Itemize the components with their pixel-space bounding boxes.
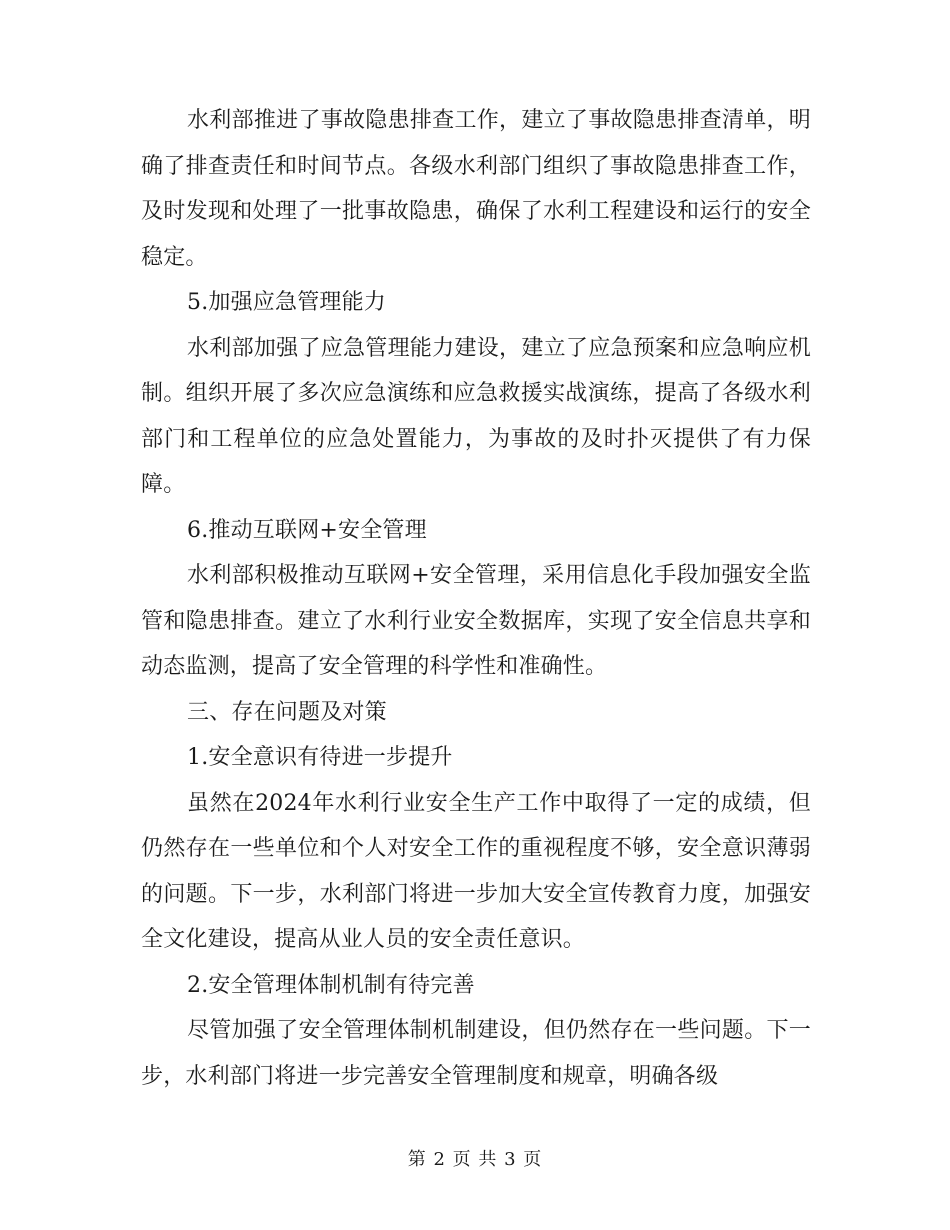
- section-heading-internet-safety: 6.推动互联网+安全管理: [187, 517, 427, 543]
- paragraph-safety-awareness: 虽然在2024年水利行业安全生产工作中取得了一定的成绩，但仍然存在一些单位和个人对安全工作的重视程度不够，安全意识薄弱的问题。下一步，水利部门将进一步加大安全宣传教育力度，加强安全文化建设，提高从业人员的安全责任意识。: [141, 790, 811, 952]
- paragraph-emergency-management: 水利部加强了应急管理能力建设，建立了应急预案和应急响应机制。组织开展了多次应急演练和应急救援实战演练，提高了各级水利部门和工程单位的应急处置能力，为事故的及时扑灭提供了有力保障。: [141, 335, 811, 497]
- page-footer: 第 2 页 共 3 页: [407, 1149, 543, 1170]
- section-heading-emergency-management: 5.加强应急管理能力: [187, 290, 386, 315]
- paragraph-management-system: 尽管加强了安全管理体制机制建设，但仍然存在一些问题。下一步，水利部门将进一步完善安全管理制度和规章，明确各级: [141, 1018, 811, 1089]
- chapter-heading-problems: 三、存在问题及对策: [187, 699, 387, 725]
- paragraph-hazard-inspection: 水利部推进了事故隐患排查工作，建立了事故隐患排查清单，明确了排查责任和时间节点。各级水利部门组织了事故隐患排查工作，及时发现和处理了一批事故隐患，确保了水利工程建设和运行的安全稳定。: [141, 108, 811, 270]
- section-heading-safety-awareness: 1.安全意识有待进一步提升: [187, 745, 453, 770]
- document-body: [141, 98, 811, 1099]
- section-heading-management-system: 2.安全管理体制机制有待完善: [187, 972, 475, 998]
- paragraph-internet-safety: 水利部积极推动互联网+安全管理，采用信息化手段加强安全监管和隐患排查。建立了水利行业安全数据库，实现了安全信息共享和动态监测，提高了安全管理的科学性和准确性。: [141, 563, 811, 679]
